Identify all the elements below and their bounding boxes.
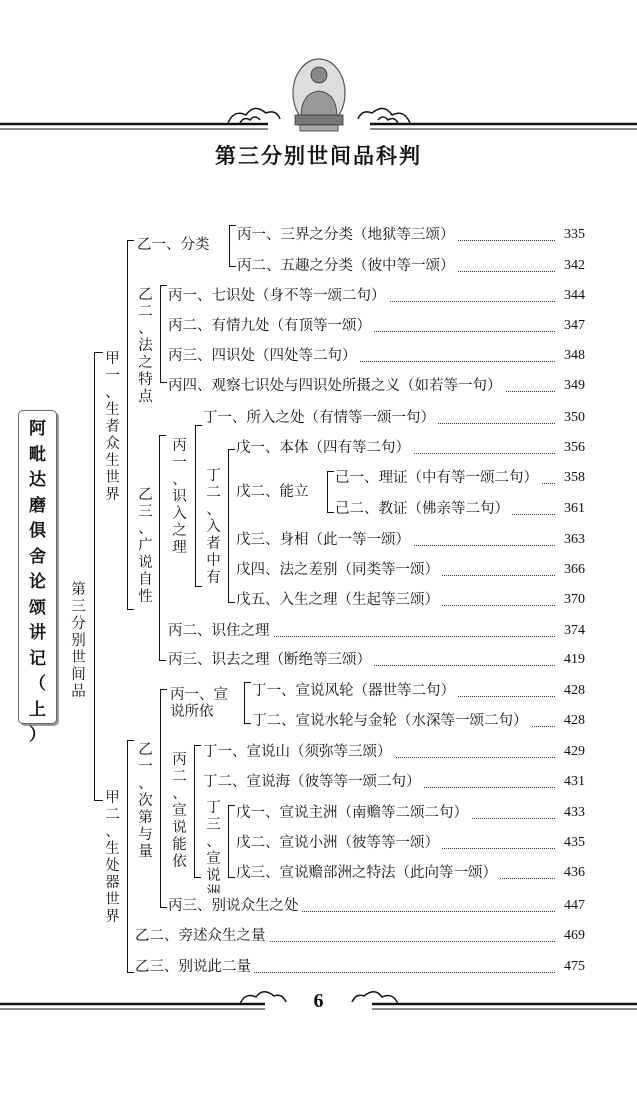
toc-entry[interactable]: 丁二、宣说海（彼等等一颂二句） 431 <box>203 769 585 795</box>
toc-page: 363 <box>557 527 585 553</box>
toc-page: 344 <box>557 283 585 309</box>
toc-entry[interactable]: 戊三、宣说赡部洲之特法（此向等一颂） 436 <box>236 860 585 886</box>
bracket-ding3-xuan <box>228 805 235 878</box>
toc-entry[interactable]: 戊五、入生之理（生起等三颂） 370 <box>236 587 585 613</box>
branch-bing1-shi: 丙 一 、 识 入 之 理 <box>172 438 187 556</box>
toc-entry[interactable]: 戊四、法之差别（同类等一颂） 366 <box>236 557 585 583</box>
branch-yi2-fa: 乙 二 、 法 之 特 点 <box>138 287 153 405</box>
toc-page: 431 <box>557 769 585 795</box>
book-title: 阿 毗 达 磨 俱 舍 论 颂 讲 记 （ 上 ） <box>29 419 46 745</box>
toc-page: 429 <box>557 739 585 765</box>
toc-entry[interactable]: 丁一、宣说风轮（器世等二句） 428 <box>252 678 585 704</box>
branch-wu2-nengli: 戊二、能立 <box>236 484 309 500</box>
branch-bing1-xuan-b: 说所依 <box>170 704 214 720</box>
toc-entry[interactable]: 丙一、三界之分类（地狱等三颂） 335 <box>237 222 585 248</box>
bracket-jia1 <box>127 240 134 610</box>
toc-page: 419 <box>557 647 585 673</box>
header-rule-right <box>370 124 637 129</box>
bracket-yi1-ci <box>160 689 167 908</box>
branch-ding2-ru: 丁 二 、 入 者 中 有 <box>206 468 221 586</box>
branch-bing2-xuan: 丙 二 、 宣 说 能 依 <box>172 752 187 870</box>
toc-page: 348 <box>557 343 585 369</box>
toc-page: 361 <box>557 496 585 522</box>
bracket-wu2-neng <box>327 471 334 513</box>
toc-entry[interactable]: 戊一、宣说主洲（南赡等二颂二句） 433 <box>236 800 585 826</box>
toc-page: 435 <box>557 830 585 856</box>
toc-page: 374 <box>557 618 585 644</box>
toc-entry[interactable]: 戊二、宣说小洲（彼等等一颂） 435 <box>236 830 585 856</box>
toc-page: 335 <box>557 222 585 248</box>
toc-entry[interactable]: 丁二、宣说水轮与金轮（水深等一颂二句） 428 <box>252 708 585 734</box>
toc-entry[interactable]: 丙三、识去之理（断绝等三颂） 419 <box>168 647 585 673</box>
root-label: 第 三 分 别 世 间 品 <box>71 582 86 700</box>
header-rule-left <box>0 124 268 129</box>
toc-entry[interactable]: 己二、教证（佛亲等二句） 361 <box>335 496 585 522</box>
bracket-bing2-xuan <box>194 745 201 878</box>
branch-bing1-xuan-a: 丙一、宣 <box>170 687 228 703</box>
toc-page: 370 <box>557 587 585 613</box>
toc-entry[interactable]: 戊三、身相（此一等一颂） 363 <box>236 527 585 553</box>
toc-entry[interactable]: 丁一、宣说山（须弥等三颂） 429 <box>203 739 585 765</box>
toc-entry[interactable]: 乙二、旁述众生之量 469 <box>135 923 585 949</box>
book-title-sidebar <box>18 410 57 745</box>
toc-page: 350 <box>557 405 585 431</box>
toc-page: 349 <box>557 373 585 399</box>
toc-entry[interactable]: 丙三、四识处（四处等二句） 348 <box>168 343 585 369</box>
page-number: 6 <box>313 990 324 1012</box>
toc-entry[interactable]: 己一、理证（中有等一颂二句） 358 <box>335 465 585 491</box>
bracket-yi1-fenlei <box>229 225 236 267</box>
bracket-bing1-shi <box>195 425 202 587</box>
toc-page: 433 <box>557 800 585 826</box>
toc-page: 358 <box>557 465 585 491</box>
bracket-yi3-guang <box>159 435 166 661</box>
bracket-ding2-ru <box>228 449 235 603</box>
bracket-bing1-xuan <box>244 682 251 724</box>
toc-page: 428 <box>557 708 585 734</box>
toc-entry[interactable]: 丙二、识住之理 374 <box>168 618 585 644</box>
toc-entry[interactable]: 乙三、别说此二量 475 <box>135 954 585 980</box>
toc-entry[interactable]: 丁一、所入之处（有情等一颂一句） 350 <box>203 405 585 431</box>
toc-page: 366 <box>557 557 585 583</box>
bracket-yi2-fa <box>160 285 167 383</box>
toc-entry[interactable]: 丙四、观察七识处与四识处所摄之义（如若等一句） 349 <box>168 373 585 399</box>
page-title: 第三分别世间品科判 <box>215 144 422 168</box>
buddha-icon <box>293 59 345 131</box>
toc-entry[interactable]: 丙三、别说众生之处 447 <box>168 893 585 919</box>
toc-page: 475 <box>557 954 585 980</box>
branch-jia2: 甲 二 、 生 处 器 世 界 <box>105 790 120 925</box>
toc-page: 436 <box>557 860 585 886</box>
toc-page: 447 <box>557 893 585 919</box>
toc-entry[interactable]: 丙二、有情九处（有顶等一颂） 347 <box>168 313 585 339</box>
header-ornament <box>0 55 637 135</box>
toc-page: 347 <box>557 313 585 339</box>
branch-jia1: 甲 一 、 生 者 众 生 世 界 <box>105 351 120 503</box>
toc-entry[interactable]: 丙二、五趣之分类（彼中等一颂） 342 <box>237 253 585 279</box>
branch-yi1-ci: 乙 一 、 次 第 与 量 <box>138 742 153 860</box>
bracket-jia2 <box>127 740 134 973</box>
toc-page: 469 <box>557 923 585 949</box>
toc-page: 428 <box>557 678 585 704</box>
branch-yi3-guang: 乙 三 、 广 说 自 性 <box>138 487 153 605</box>
bracket-root <box>94 352 103 801</box>
toc-page: 356 <box>557 435 585 461</box>
toc-page: 342 <box>557 253 585 279</box>
toc-entry[interactable]: 丙一、七识处（身不等一颂二句） 344 <box>168 283 585 309</box>
toc-entry[interactable]: 戊一、本体（四有等二句） 356 <box>236 435 585 461</box>
branch-ding3-xuan: 丁 三 、 宣 说 <box>206 800 221 884</box>
branch-yi1-fenlei: 乙一、分类 <box>137 237 210 253</box>
